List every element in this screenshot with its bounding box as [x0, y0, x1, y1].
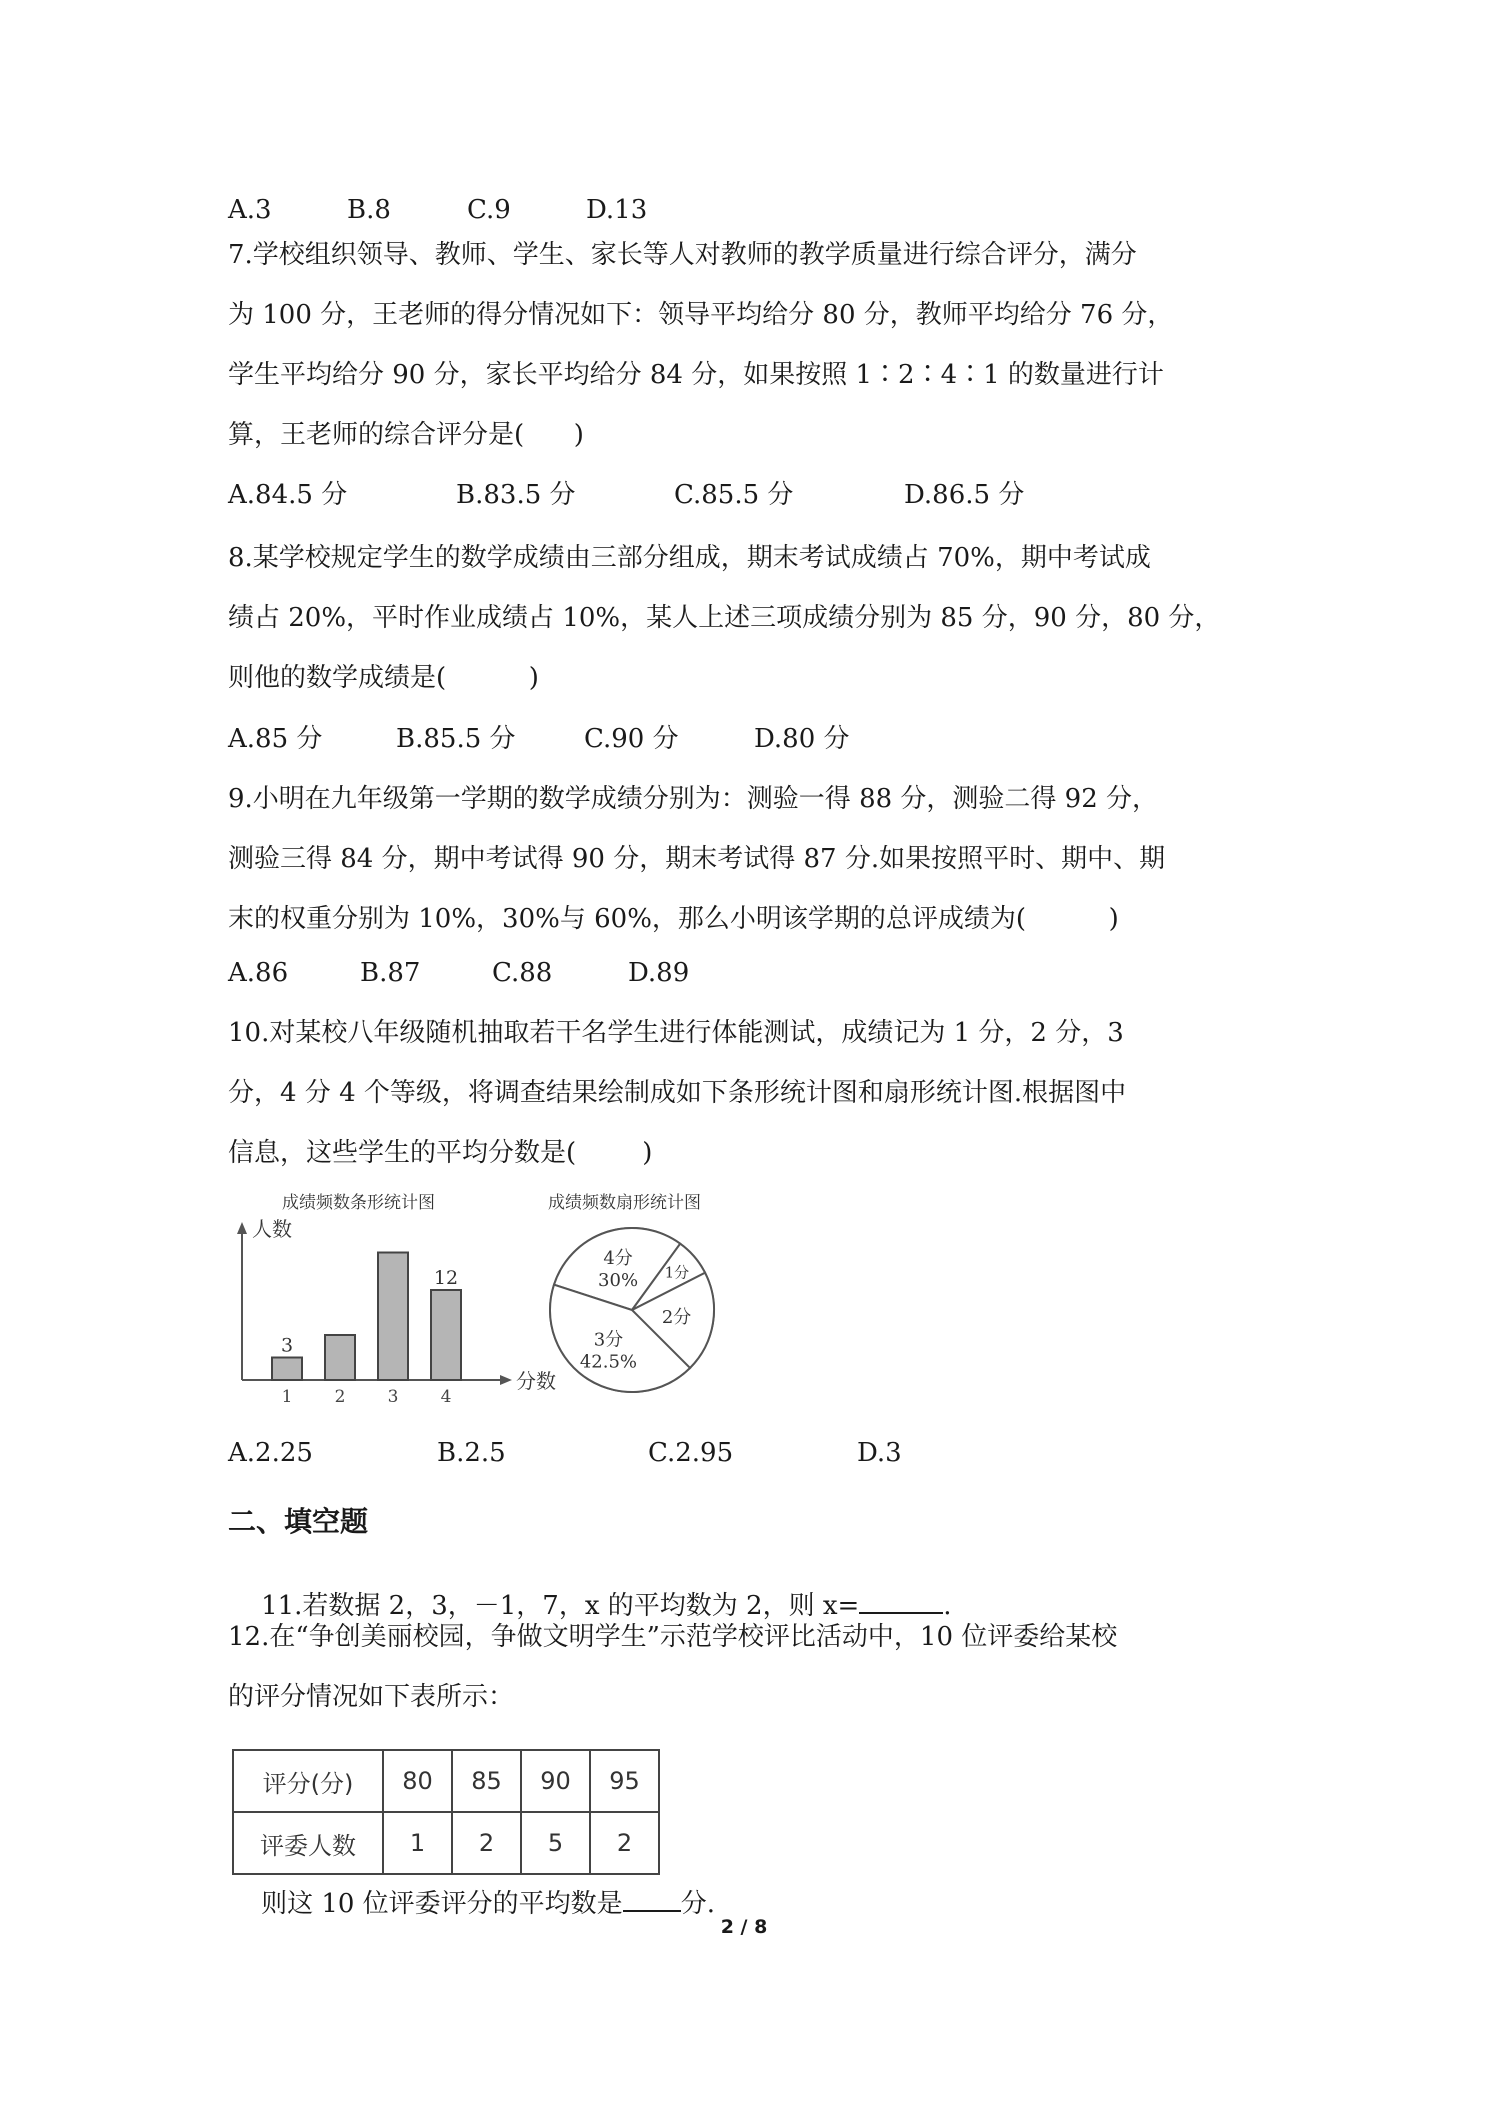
q10-option-c: C.2.95 — [648, 1438, 734, 1468]
q6-option-d: D.13 — [586, 195, 648, 225]
pie-slice-label: 3分 — [593, 1329, 624, 1351]
bar — [431, 1290, 461, 1380]
table-cell: 95 — [590, 1750, 659, 1812]
x-tick-label: 4 — [440, 1387, 452, 1407]
table-row-header: 评委人数 — [233, 1812, 383, 1874]
q10-text-line: 信息，这些学生的平均分数是( ) — [228, 1138, 653, 1168]
pie-slice-label: 1分 — [664, 1263, 690, 1282]
pie-slice-label: 4分 — [603, 1248, 633, 1270]
q6-option-a: A.3 — [228, 195, 272, 225]
bar-data-label: 3 — [280, 1334, 294, 1357]
q9-text-line: 测验三得 84 分，期中考试得 90 分，期末考试得 87 分.如果按照平时、期中、期 — [228, 844, 1166, 874]
table-cell: 2 — [452, 1812, 521, 1874]
pie-slice-label: 2分 — [661, 1307, 692, 1329]
q6-option-c: C.9 — [467, 195, 511, 225]
q10-text-line: 10.对某校八年级随机抽取若干名学生进行体能测试，成绩记为 1 分，2 分，3 — [228, 1018, 1124, 1048]
q12-text-line: 的评分情况如下表所示： — [228, 1682, 515, 1712]
bar-y-axis-label: 人数 — [252, 1217, 292, 1241]
q9-option-a: A.86 — [228, 958, 289, 988]
q8-option-d: D.80 分 — [754, 724, 850, 754]
q10-option-d: D.3 — [857, 1438, 902, 1468]
q8-option-b: B.85.5 分 — [396, 724, 516, 754]
q7-text-line: 算，王老师的综合评分是( ) — [228, 420, 584, 450]
q7-text-line: 7.学校组织领导、教师、学生、家长等人对教师的教学质量进行综合评分，满分 — [228, 240, 1137, 270]
table-cell: 1 — [383, 1812, 452, 1874]
bar-data-label: 12 — [433, 1267, 459, 1289]
q12-text-line: 12.在“争创美丽校园，争做文明学生”示范学校评比活动中，10 位评委给某校 — [228, 1622, 1118, 1652]
bar-chart-title: 成绩频数条形统计图 — [282, 1193, 435, 1213]
q10-option-a: A.2.25 — [228, 1438, 313, 1468]
q12-question-after: 分. — [680, 1889, 715, 1919]
table-cell: 2 — [590, 1812, 659, 1874]
pie-slice-value: 30% — [598, 1270, 639, 1292]
q7-text-line: 为 100 分，王老师的得分情况如下：领导平均给分 80 分，教师平均给分 76 分， — [228, 300, 1174, 330]
q8-option-c: C.90 分 — [584, 724, 679, 754]
q9-text-line: 末的权重分别为 10%，30%与 60%，那么小明该学期的总评成绩为( ) — [228, 904, 1119, 934]
q10-figure — [230, 1188, 750, 1408]
page-number: 2 / 8 — [720, 1916, 768, 1938]
x-tick-label: 3 — [387, 1387, 399, 1407]
q9-option-c: C.88 — [492, 958, 553, 988]
q8-option-a: A.85 分 — [228, 724, 323, 754]
pie-chart — [548, 1193, 714, 1392]
bar-x-axis-arrow — [500, 1375, 512, 1385]
table-cell: 5 — [521, 1812, 590, 1874]
bar — [272, 1358, 302, 1381]
q12-question — [228, 1852, 715, 1955]
q9-text-line: 9.小明在九年级第一学期的数学成绩分别为：测验一得 88 分，测验二得 92 分， — [228, 784, 1159, 814]
table-cell: 90 — [521, 1750, 590, 1812]
q10-text-line: 分，4 分 4 个等级，将调查结果绘制成如下条形统计图和扇形统计图.根据图中 — [228, 1078, 1127, 1108]
table-row — [233, 1750, 659, 1812]
q7-option-d: D.86.5 分 — [904, 480, 1025, 510]
bar — [325, 1335, 355, 1380]
q6-option-b: B.8 — [347, 195, 391, 225]
pie-chart-title: 成绩频数扇形统计图 — [548, 1193, 701, 1213]
q11-text-before: 11.若数据 2，3，－1，7，x 的平均数为 2，则 x= — [261, 1591, 860, 1621]
table-row-header: 评分(分) — [233, 1750, 383, 1812]
q10-option-b: B.2.5 — [437, 1438, 506, 1468]
bar — [378, 1253, 408, 1381]
bar-x-axis-label: 分数 — [516, 1369, 556, 1393]
q12-answer-blank — [623, 1886, 681, 1912]
q7-option-a: A.84.5 分 — [228, 480, 348, 510]
q8-text-line: 则他的数学成绩是( ) — [228, 663, 539, 693]
q9-option-b: B.87 — [360, 958, 421, 988]
q7-option-c: C.85.5 分 — [674, 480, 794, 510]
table-cell: 85 — [452, 1750, 521, 1812]
q12-question-before: 则这 10 位评委评分的平均数是 — [261, 1889, 623, 1919]
q11-text-after: . — [943, 1591, 952, 1621]
q9-option-d: D.89 — [628, 958, 690, 988]
q11-answer-blank — [859, 1588, 943, 1614]
q7-option-b: B.83.5 分 — [456, 480, 576, 510]
table-cell: 80 — [383, 1750, 452, 1812]
q7-text-line: 学生平均给分 90 分，家长平均给分 84 分，如果按照 1∶2∶4∶1 的数量进行计 — [228, 360, 1164, 390]
x-tick-label: 2 — [334, 1387, 346, 1407]
section-heading: 二、填空题 — [228, 1505, 369, 1538]
q8-text-line: 8.某学校规定学生的数学成绩由三部分组成，期末考试成绩占 70%，期中考试成 — [228, 543, 1151, 573]
bar-y-axis-arrow — [237, 1222, 247, 1234]
pie-slice-value: 42.5% — [579, 1351, 638, 1373]
bar-chart — [237, 1193, 556, 1407]
q8-text-line: 绩占 20%，平时作业成绩占 10%，某人上述三项成绩分别为 85 分，90 分，80 分， — [228, 603, 1221, 633]
x-tick-label: 1 — [281, 1387, 293, 1407]
